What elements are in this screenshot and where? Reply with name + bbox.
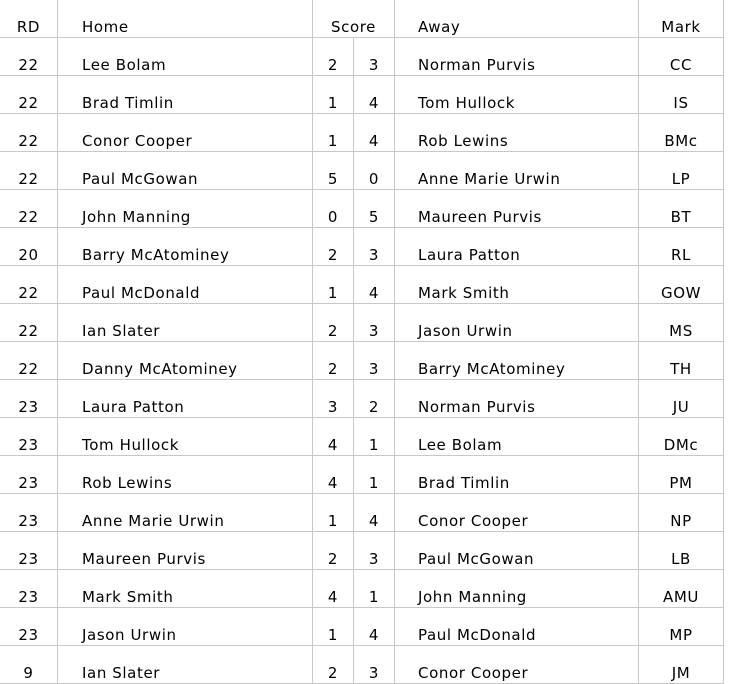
cell-home: Anne Marie Urwin [58, 494, 313, 532]
cell-away: Rob Lewins [395, 114, 639, 152]
cell-away-score: 3 [354, 304, 395, 342]
cell-home: Ian Slater [58, 646, 313, 684]
cell-rd: 23 [0, 418, 58, 456]
cell-away: Jason Urwin [395, 304, 639, 342]
cell-away-score: 1 [354, 456, 395, 494]
cell-mark: CC [639, 38, 724, 76]
cell-mark: JU [639, 380, 724, 418]
table-row [0, 494, 724, 532]
table-row [0, 418, 724, 456]
cell-away-score: 5 [354, 190, 395, 228]
table-row [0, 76, 724, 114]
cell-home: Conor Cooper [58, 114, 313, 152]
header-rd: RD [0, 0, 58, 38]
cell-home-score: 1 [313, 114, 354, 152]
cell-home: Maureen Purvis [58, 532, 313, 570]
cell-away: Barry McAtominey [395, 342, 639, 380]
cell-rd: 22 [0, 114, 58, 152]
cell-mark: DMc [639, 418, 724, 456]
cell-away-score: 4 [354, 494, 395, 532]
cell-rd: 23 [0, 494, 58, 532]
cell-home: Ian Slater [58, 304, 313, 342]
cell-away-score: 2 [354, 380, 395, 418]
table-row [0, 152, 724, 190]
cell-rd: 22 [0, 190, 58, 228]
table-row [0, 190, 724, 228]
cell-home-score: 4 [313, 570, 354, 608]
cell-home-score: 1 [313, 76, 354, 114]
cell-away-score: 3 [354, 342, 395, 380]
cell-away-score: 3 [354, 38, 395, 76]
cell-mark: BT [639, 190, 724, 228]
cell-home-score: 4 [313, 418, 354, 456]
cell-mark: AMU [639, 570, 724, 608]
table-row [0, 266, 724, 304]
header-mark: Mark [639, 0, 724, 38]
cell-home-score: 1 [313, 608, 354, 646]
cell-away-score: 1 [354, 418, 395, 456]
cell-away: Norman Purvis [395, 38, 639, 76]
cell-away-score: 1 [354, 570, 395, 608]
cell-home-score: 2 [313, 646, 354, 684]
cell-mark: BMc [639, 114, 724, 152]
header-away: Away [395, 0, 639, 38]
table-row [0, 228, 724, 266]
cell-rd: 22 [0, 76, 58, 114]
cell-away-score: 4 [354, 114, 395, 152]
cell-home-score: 0 [313, 190, 354, 228]
cell-away-score: 3 [354, 228, 395, 266]
cell-away-score: 3 [354, 532, 395, 570]
cell-home: Paul McDonald [58, 266, 313, 304]
cell-rd: 9 [0, 646, 58, 684]
cell-home: Danny McAtominey [58, 342, 313, 380]
cell-home: John Manning [58, 190, 313, 228]
cell-away: Mark Smith [395, 266, 639, 304]
cell-away: Paul McGowan [395, 532, 639, 570]
table-row [0, 532, 724, 570]
cell-rd: 20 [0, 228, 58, 266]
cell-rd: 23 [0, 570, 58, 608]
cell-away: Conor Cooper [395, 646, 639, 684]
cell-home: Tom Hullock [58, 418, 313, 456]
cell-mark: MP [639, 608, 724, 646]
cell-home-score: 3 [313, 380, 354, 418]
cell-home: Barry McAtominey [58, 228, 313, 266]
cell-home: Lee Bolam [58, 38, 313, 76]
table-row [0, 456, 724, 494]
cell-home-score: 2 [313, 532, 354, 570]
cell-away: John Manning [395, 570, 639, 608]
cell-rd: 23 [0, 456, 58, 494]
cell-rd: 23 [0, 380, 58, 418]
cell-mark: LB [639, 532, 724, 570]
table-row [0, 646, 724, 684]
cell-mark: LP [639, 152, 724, 190]
cell-home-score: 2 [313, 342, 354, 380]
cell-mark: JM [639, 646, 724, 684]
cell-away: Maureen Purvis [395, 190, 639, 228]
cell-rd: 22 [0, 266, 58, 304]
table-body [0, 38, 724, 684]
cell-away-score: 0 [354, 152, 395, 190]
cell-home-score: 5 [313, 152, 354, 190]
cell-away-score: 4 [354, 608, 395, 646]
cell-away: Brad Timlin [395, 456, 639, 494]
cell-home-score: 1 [313, 494, 354, 532]
cell-home: Mark Smith [58, 570, 313, 608]
cell-home: Rob Lewins [58, 456, 313, 494]
header-row [0, 0, 724, 38]
cell-away: Conor Cooper [395, 494, 639, 532]
table-row [0, 342, 724, 380]
cell-rd: 22 [0, 342, 58, 380]
cell-mark: MS [639, 304, 724, 342]
cell-home: Jason Urwin [58, 608, 313, 646]
cell-home: Brad Timlin [58, 76, 313, 114]
cell-away: Anne Marie Urwin [395, 152, 639, 190]
cell-home-score: 1 [313, 266, 354, 304]
cell-away: Laura Patton [395, 228, 639, 266]
cell-away-score: 3 [354, 646, 395, 684]
cell-home: Paul McGowan [58, 152, 313, 190]
cell-home-score: 4 [313, 456, 354, 494]
cell-mark: IS [639, 76, 724, 114]
cell-home-score: 2 [313, 38, 354, 76]
cell-mark: NP [639, 494, 724, 532]
cell-rd: 22 [0, 304, 58, 342]
cell-home-score: 2 [313, 228, 354, 266]
cell-rd: 22 [0, 152, 58, 190]
cell-rd: 23 [0, 532, 58, 570]
cell-mark: TH [639, 342, 724, 380]
cell-mark: GOW [639, 266, 724, 304]
cell-mark: RL [639, 228, 724, 266]
cell-rd: 23 [0, 608, 58, 646]
table-row [0, 608, 724, 646]
table-row [0, 114, 724, 152]
cell-away-score: 4 [354, 76, 395, 114]
header-home: Home [58, 0, 313, 38]
cell-home-score: 2 [313, 304, 354, 342]
table-row [0, 304, 724, 342]
cell-mark: PM [639, 456, 724, 494]
table-row [0, 38, 724, 76]
cell-away-score: 4 [354, 266, 395, 304]
cell-away: Norman Purvis [395, 380, 639, 418]
table-row [0, 380, 724, 418]
table-row [0, 570, 724, 608]
cell-away: Paul McDonald [395, 608, 639, 646]
cell-away: Tom Hullock [395, 76, 639, 114]
cell-rd: 22 [0, 38, 58, 76]
header-score: Score [313, 0, 395, 38]
cell-home: Laura Patton [58, 380, 313, 418]
cell-away: Lee Bolam [395, 418, 639, 456]
